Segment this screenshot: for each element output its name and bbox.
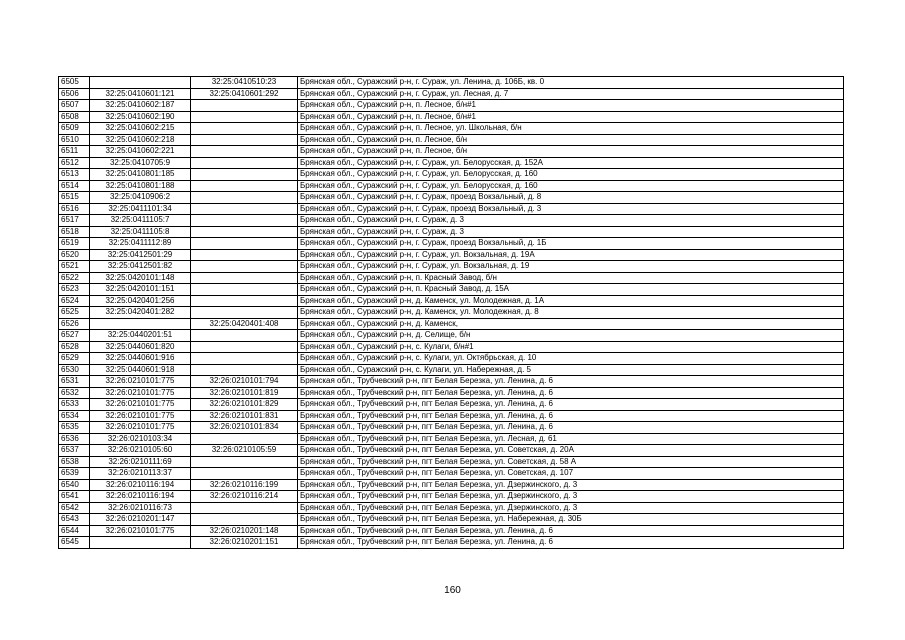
cadastral-number-cell: 32:26:0210101:775	[90, 410, 191, 422]
cadastral-number-cell: 32:25:0410705:9	[90, 157, 191, 169]
table-row	[59, 422, 844, 434]
cadastral-number-cell: 32:25:0410801:188	[90, 180, 191, 192]
table-row	[59, 456, 844, 468]
object-cadastral-number-cell	[191, 215, 298, 227]
row-number-cell: 6540	[59, 479, 90, 491]
address-cell: Брянская обл., Трубчевский р-н, пгт Белая Березка, ул. Ленина, д. 6	[298, 387, 844, 399]
row-number-cell: 6520	[59, 249, 90, 261]
address-cell: Брянская обл., Трубчевский р-н, пгт Белая Березка, ул. Дзержинского, д. 3	[298, 502, 844, 514]
object-cadastral-number-cell: 32:26:0210116:199	[191, 479, 298, 491]
object-cadastral-number-cell	[191, 330, 298, 342]
row-number-cell: 6544	[59, 525, 90, 537]
address-cell: Брянская обл., Суражский р-н, с. Кулаги, б/н#1	[298, 341, 844, 353]
address-cell: Брянская обл., Суражский р-н, д. Каменск, ул. Молодежная, д. 8	[298, 307, 844, 319]
row-number-cell: 6524	[59, 295, 90, 307]
object-cadastral-number-cell	[191, 249, 298, 261]
row-number-cell: 6526	[59, 318, 90, 330]
row-number-cell: 6517	[59, 215, 90, 227]
page-number: 160	[444, 585, 461, 596]
cadastral-number-cell: 32:25:0410601:121	[90, 88, 191, 100]
object-cadastral-number-cell	[191, 157, 298, 169]
address-cell: Брянская обл., Суражский р-н, п. Лесное, ул. Школьная, б/н	[298, 123, 844, 135]
address-cell: Брянская обл., Суражский р-н, г. Сураж, ул. Вокзальная, д. 19А	[298, 249, 844, 261]
cadastral-number-cell: 32:25:0410602:190	[90, 111, 191, 123]
table-row	[59, 376, 844, 388]
address-cell: Брянская обл., Трубчевский р-н, пгт Белая Березка, ул. Набережная, д. 30Б	[298, 514, 844, 526]
address-cell: Брянская обл., Трубчевский р-н, пгт Белая Березка, ул. Ленина, д. 6	[298, 422, 844, 434]
row-number-cell: 6514	[59, 180, 90, 192]
table-row	[59, 157, 844, 169]
cadastral-number-cell: 32:25:0440601:916	[90, 353, 191, 365]
object-cadastral-number-cell	[191, 353, 298, 365]
address-cell: Брянская обл., Суражский р-н, г. Сураж, д. 3	[298, 226, 844, 238]
object-cadastral-number-cell: 32:26:0210101:831	[191, 410, 298, 422]
cadastral-number-cell: 32:25:0412501:82	[90, 261, 191, 273]
table-row	[59, 238, 844, 250]
cadastral-number-cell	[90, 537, 191, 549]
object-cadastral-number-cell: 32:26:0210116:214	[191, 491, 298, 503]
address-cell: Брянская обл., Суражский р-н, п. Лесное, б/н#1	[298, 111, 844, 123]
row-number-cell: 6510	[59, 134, 90, 146]
table-row	[59, 146, 844, 158]
cadastral-number-cell: 32:26:0210101:775	[90, 525, 191, 537]
address-cell: Брянская обл., Суражский р-н, г. Сураж, ул. Белорусская, д. 160	[298, 169, 844, 181]
row-number-cell: 6527	[59, 330, 90, 342]
address-cell: Брянская обл., Суражский р-н, г. Сураж, проезд Вокзальный, д. 3	[298, 203, 844, 215]
address-cell: Брянская обл., Суражский р-н, г. Сураж, ул. Ленина, д. 106Б, кв. 0	[298, 77, 844, 89]
address-cell: Брянская обл., Трубчевский р-н, пгт Белая Березка, ул. Советская, д. 20А	[298, 445, 844, 457]
row-number-cell: 6508	[59, 111, 90, 123]
table-row	[59, 330, 844, 342]
row-number-cell: 6507	[59, 100, 90, 112]
cadastral-number-cell: 32:26:0210101:775	[90, 387, 191, 399]
object-cadastral-number-cell: 32:25:0410510:23	[191, 77, 298, 89]
row-number-cell: 6533	[59, 399, 90, 411]
object-cadastral-number-cell	[191, 111, 298, 123]
row-number-cell: 6542	[59, 502, 90, 514]
address-cell: Брянская обл., Суражский р-н, г. Сураж, проезд Вокзальный, д. 1Б	[298, 238, 844, 250]
cadastral-number-cell: 32:25:0411112:89	[90, 238, 191, 250]
object-cadastral-number-cell	[191, 226, 298, 238]
address-cell: Брянская обл., Суражский р-н, г. Сураж, ул. Лесная, д. 7	[298, 88, 844, 100]
object-cadastral-number-cell	[191, 100, 298, 112]
table-row	[59, 203, 844, 215]
cadastral-number-cell: 32:25:0440601:820	[90, 341, 191, 353]
row-number-cell: 6509	[59, 123, 90, 135]
cadastral-number-cell: 32:26:0210101:775	[90, 422, 191, 434]
table-row	[59, 100, 844, 112]
cadastral-number-cell: 32:25:0420101:148	[90, 272, 191, 284]
object-cadastral-number-cell: 32:26:0210201:151	[191, 537, 298, 549]
object-cadastral-number-cell	[191, 433, 298, 445]
table-row	[59, 537, 844, 549]
object-cadastral-number-cell	[191, 146, 298, 158]
table-row	[59, 249, 844, 261]
table-row	[59, 445, 844, 457]
object-cadastral-number-cell	[191, 238, 298, 250]
table-row	[59, 491, 844, 503]
address-cell: Брянская обл., Трубчевский р-н, пгт Белая Березка, ул. Ленина, д. 6	[298, 399, 844, 411]
row-number-cell: 6536	[59, 433, 90, 445]
row-number-cell: 6505	[59, 77, 90, 89]
table-row	[59, 272, 844, 284]
object-cadastral-number-cell: 32:26:0210105:59	[191, 445, 298, 457]
row-number-cell: 6529	[59, 353, 90, 365]
address-cell: Брянская обл., Трубчевский р-н, пгт Белая Березка, ул. Ленина, д. 6	[298, 537, 844, 549]
object-cadastral-number-cell: 32:26:0210101:819	[191, 387, 298, 399]
table-row	[59, 387, 844, 399]
cadastral-number-cell	[90, 318, 191, 330]
cadastral-number-cell: 32:26:0210103:34	[90, 433, 191, 445]
cadastral-number-cell: 32:26:0210113:37	[90, 468, 191, 480]
cadastral-number-cell: 32:25:0420401:256	[90, 295, 191, 307]
table-row	[59, 134, 844, 146]
row-number-cell: 6531	[59, 376, 90, 388]
row-number-cell: 6518	[59, 226, 90, 238]
table-row	[59, 180, 844, 192]
table-row	[59, 514, 844, 526]
cadastral-number-cell: 32:26:0210111:69	[90, 456, 191, 468]
object-cadastral-number-cell	[191, 169, 298, 181]
table-row	[59, 88, 844, 100]
cadastral-number-cell: 32:26:0210101:775	[90, 376, 191, 388]
address-cell: Брянская обл., Суражский р-н, г. Сураж, проезд Вокзальный, д. 8	[298, 192, 844, 204]
object-cadastral-number-cell: 32:26:0210101:794	[191, 376, 298, 388]
table-row	[59, 364, 844, 376]
row-number-cell: 6525	[59, 307, 90, 319]
object-cadastral-number-cell	[191, 502, 298, 514]
cadastral-number-cell: 32:25:0440601:918	[90, 364, 191, 376]
table-row	[59, 123, 844, 135]
address-cell: Брянская обл., Суражский р-н, г. Сураж, ул. Белорусская, д. 160	[298, 180, 844, 192]
table-row	[59, 261, 844, 273]
address-cell: Брянская обл., Суражский р-н, с. Кулаги, ул. Набережная, д. 5	[298, 364, 844, 376]
table-row	[59, 284, 844, 296]
address-cell: Брянская обл., Трубчевский р-н, пгт Белая Березка, ул. Ленина, д. 6	[298, 410, 844, 422]
object-cadastral-number-cell	[191, 123, 298, 135]
address-cell: Брянская обл., Суражский р-н, г. Сураж, д. 3	[298, 215, 844, 227]
address-cell: Брянская обл., Трубчевский р-н, пгт Белая Березка, ул. Дзержинского, д. 3	[298, 491, 844, 503]
table-row	[59, 192, 844, 204]
registry-table-body	[59, 77, 844, 549]
cadastral-number-cell: 32:26:0210116:194	[90, 479, 191, 491]
table-row	[59, 468, 844, 480]
object-cadastral-number-cell: 32:26:0210201:148	[191, 525, 298, 537]
object-cadastral-number-cell: 32:26:0210101:834	[191, 422, 298, 434]
cadastral-number-cell: 32:25:0410602:218	[90, 134, 191, 146]
table-row	[59, 525, 844, 537]
table-row	[59, 399, 844, 411]
row-number-cell: 6512	[59, 157, 90, 169]
address-cell: Брянская обл., Трубчевский р-н, пгт Белая Березка, ул. Ленина, д. 6	[298, 376, 844, 388]
object-cadastral-number-cell: 32:25:0420401:408	[191, 318, 298, 330]
object-cadastral-number-cell	[191, 456, 298, 468]
table-row	[59, 307, 844, 319]
cadastral-number-cell: 32:26:0210105:60	[90, 445, 191, 457]
address-cell: Брянская обл., Суражский р-н, п. Лесное, б/н	[298, 134, 844, 146]
object-cadastral-number-cell	[191, 295, 298, 307]
object-cadastral-number-cell	[191, 203, 298, 215]
registry-table	[58, 76, 844, 549]
table-row	[59, 341, 844, 353]
row-number-cell: 6541	[59, 491, 90, 503]
table-row	[59, 479, 844, 491]
cadastral-number-cell: 32:26:0210201:147	[90, 514, 191, 526]
cadastral-number-cell: 32:25:0420101:151	[90, 284, 191, 296]
cadastral-number-cell: 32:25:0412501:29	[90, 249, 191, 261]
row-number-cell: 6515	[59, 192, 90, 204]
table-row	[59, 318, 844, 330]
row-number-cell: 6522	[59, 272, 90, 284]
row-number-cell: 6532	[59, 387, 90, 399]
table-row	[59, 77, 844, 89]
address-cell: Брянская обл., Трубчевский р-н, пгт Белая Березка, ул. Ленина, д. 6	[298, 525, 844, 537]
row-number-cell: 6530	[59, 364, 90, 376]
cadastral-number-cell: 32:25:0410602:221	[90, 146, 191, 158]
table-row	[59, 410, 844, 422]
row-number-cell: 6513	[59, 169, 90, 181]
cadastral-number-cell: 32:25:0411105:8	[90, 226, 191, 238]
address-cell: Брянская обл., Суражский р-н, п. Лесное, б/н	[298, 146, 844, 158]
table-row	[59, 226, 844, 238]
cadastral-number-cell: 32:25:0440201:51	[90, 330, 191, 342]
object-cadastral-number-cell	[191, 364, 298, 376]
address-cell: Брянская обл., Трубчевский р-н, пгт Белая Березка, ул. Лесная, д. 61	[298, 433, 844, 445]
object-cadastral-number-cell	[191, 192, 298, 204]
row-number-cell: 6516	[59, 203, 90, 215]
address-cell: Брянская обл., Суражский р-н, д. Каменск,	[298, 318, 844, 330]
object-cadastral-number-cell	[191, 134, 298, 146]
cadastral-number-cell: 32:25:0410801:185	[90, 169, 191, 181]
table-row	[59, 169, 844, 181]
row-number-cell: 6519	[59, 238, 90, 250]
address-cell: Брянская обл., Суражский р-н, п. Лесное, б/н#1	[298, 100, 844, 112]
row-number-cell: 6511	[59, 146, 90, 158]
cadastral-number-cell: 32:25:0410906:2	[90, 192, 191, 204]
cadastral-number-cell: 32:26:0210101:775	[90, 399, 191, 411]
row-number-cell: 6535	[59, 422, 90, 434]
cadastral-number-cell: 32:25:0410602:187	[90, 100, 191, 112]
cadastral-number-cell: 32:25:0420401:282	[90, 307, 191, 319]
table-row	[59, 111, 844, 123]
address-cell: Брянская обл., Суражский р-н, п. Красный Завод, д. 15А	[298, 284, 844, 296]
address-cell: Брянская обл., Трубчевский р-н, пгт Белая Березка, ул. Советская, д. 107	[298, 468, 844, 480]
table-row	[59, 353, 844, 365]
row-number-cell: 6521	[59, 261, 90, 273]
cadastral-number-cell: 32:25:0410602:215	[90, 123, 191, 135]
object-cadastral-number-cell	[191, 180, 298, 192]
table-row	[59, 215, 844, 227]
table-row	[59, 295, 844, 307]
row-number-cell: 6543	[59, 514, 90, 526]
row-number-cell: 6506	[59, 88, 90, 100]
row-number-cell: 6545	[59, 537, 90, 549]
object-cadastral-number-cell	[191, 514, 298, 526]
cadastral-number-cell: 32:26:0210116:73	[90, 502, 191, 514]
address-cell: Брянская обл., Трубчевский р-н, пгт Белая Березка, ул. Дзержинского, д. 3	[298, 479, 844, 491]
row-number-cell: 6523	[59, 284, 90, 296]
address-cell: Брянская обл., Суражский р-н, г. Сураж, ул. Белорусская, д. 152А	[298, 157, 844, 169]
row-number-cell: 6534	[59, 410, 90, 422]
object-cadastral-number-cell: 32:25:0410601:292	[191, 88, 298, 100]
cadastral-number-cell: 32:25:0411105:7	[90, 215, 191, 227]
row-number-cell: 6538	[59, 456, 90, 468]
row-number-cell: 6539	[59, 468, 90, 480]
address-cell: Брянская обл., Суражский р-н, д. Каменск, ул. Молодежная, д. 1А	[298, 295, 844, 307]
object-cadastral-number-cell	[191, 261, 298, 273]
address-cell: Брянская обл., Суражский р-н, г. Сураж, ул. Вокзальная, д. 19	[298, 261, 844, 273]
table-row	[59, 433, 844, 445]
object-cadastral-number-cell	[191, 272, 298, 284]
address-cell: Брянская обл., Суражский р-н, п. Красный Завод, б/н	[298, 272, 844, 284]
object-cadastral-number-cell	[191, 284, 298, 296]
address-cell: Брянская обл., Трубчевский р-н, пгт Белая Березка, ул. Советская, д. 58 А	[298, 456, 844, 468]
object-cadastral-number-cell	[191, 468, 298, 480]
cadastral-number-cell: 32:25:0411101:34	[90, 203, 191, 215]
object-cadastral-number-cell	[191, 307, 298, 319]
address-cell: Брянская обл., Суражский р-н, д. Селище, б/н	[298, 330, 844, 342]
object-cadastral-number-cell	[191, 341, 298, 353]
table-row	[59, 502, 844, 514]
cadastral-number-cell: 32:26:0210116:194	[90, 491, 191, 503]
cadastral-number-cell	[90, 77, 191, 89]
row-number-cell: 6528	[59, 341, 90, 353]
address-cell: Брянская обл., Суражский р-н, с. Кулаги, ул. Октябрьская, д. 10	[298, 353, 844, 365]
row-number-cell: 6537	[59, 445, 90, 457]
object-cadastral-number-cell: 32:26:0210101:829	[191, 399, 298, 411]
